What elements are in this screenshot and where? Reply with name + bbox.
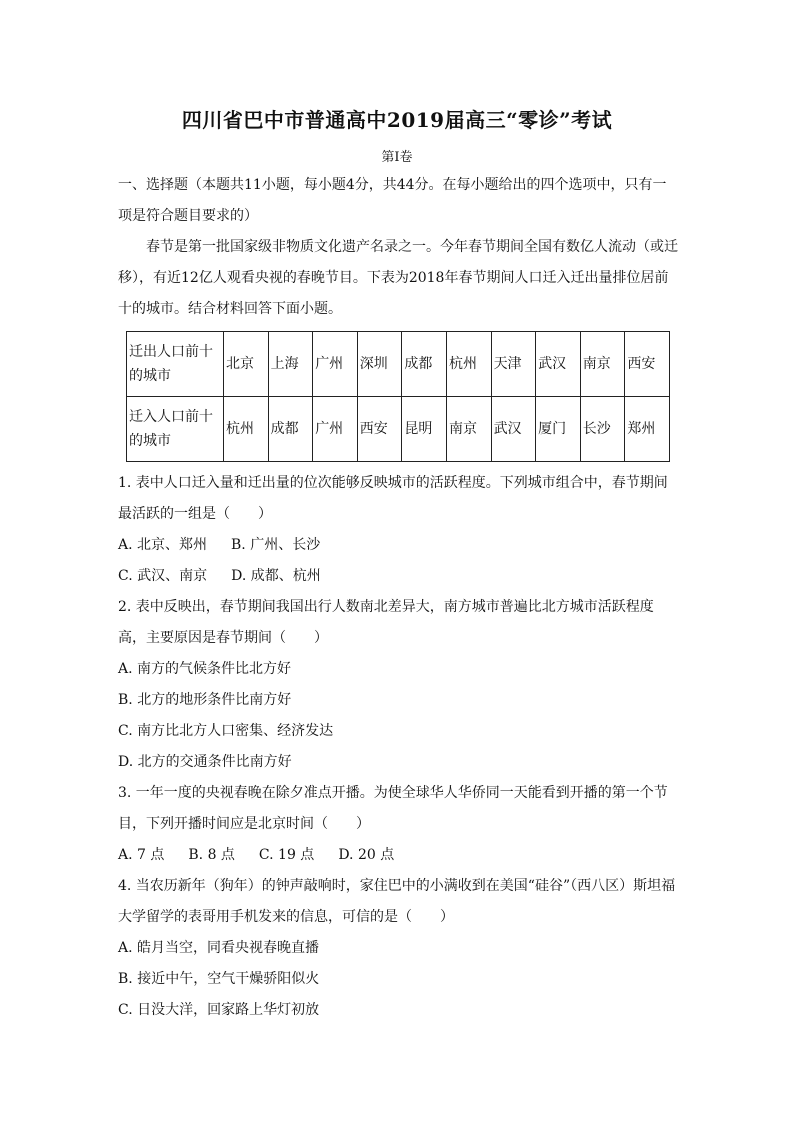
question-1-option-b[interactable]: B. 广州、长沙 bbox=[231, 537, 321, 553]
question-2-option-b[interactable]: B. 北方的地形条件比南方好 bbox=[118, 692, 292, 708]
table-cell: 南京 bbox=[446, 397, 491, 462]
question-1-option-d[interactable]: D. 成都、杭州 bbox=[231, 568, 321, 584]
question-1-option-c[interactable]: C. 武汉、南京 bbox=[118, 568, 208, 584]
row-label: 迁入人口前十的城市 bbox=[127, 397, 224, 462]
question-4-stem: 4. 当农历新年（狗年）的钟声敲响时，家住巴中的小满收到在美国“硅谷”（西八区）斯坦福大学留学的表哥用手机发来的信息，可信的是（ ） bbox=[118, 878, 676, 925]
question-3-option-b[interactable]: B. 8 点 bbox=[188, 847, 235, 863]
question-2-option-a[interactable]: A. 南方的气候条件比北方好 bbox=[118, 661, 292, 677]
section-subtitle: 第I卷 bbox=[381, 150, 413, 165]
table-cell: 厦门 bbox=[536, 397, 581, 462]
table-row bbox=[127, 397, 670, 462]
question-4-option-b[interactable]: B. 接近中午，空气干燥骄阳似火 bbox=[118, 971, 320, 987]
question-2-option-c[interactable]: C. 南方比北方人口密集、经济发达 bbox=[118, 723, 334, 739]
table-cell: 广州 bbox=[313, 397, 358, 462]
table-cell: 杭州 bbox=[224, 397, 269, 462]
exam-content bbox=[118, 170, 678, 1026]
table-cell: 郑州 bbox=[625, 397, 670, 462]
material-paragraph: 春节是第一批国家级非物质文化遗产名录之一。今年春节期间全国有数亿人流动（或迁移），有近12亿人观看央视的春晚节目。下表为2018年春节期间人口迁入迁出量排位居前十的城市。结合材料回答下面小题。 bbox=[118, 239, 678, 317]
question-1-options-row bbox=[118, 530, 678, 561]
question-3-stem: 3. 一年一度的央视春晚在除夕准点开播。为使全球华人华侨同一天能看到开播的第一个节目，下列开播时间应是北京时间（ ） bbox=[118, 785, 668, 832]
table-cell: 杭州 bbox=[446, 332, 491, 397]
question-3-option-d[interactable]: D. 20 点 bbox=[338, 847, 395, 863]
table-cell: 南京 bbox=[580, 332, 625, 397]
page-title: 四川省巴中市普通高中2019届高三“零诊”考试 bbox=[181, 108, 613, 132]
question-4-option-c[interactable]: C. 日没大洋，回家路上华灯初放 bbox=[118, 1002, 320, 1018]
table-cell: 北京 bbox=[224, 332, 269, 397]
table-cell: 西安 bbox=[625, 332, 670, 397]
table-cell: 西安 bbox=[357, 397, 402, 462]
section-intro: 一、选择题（本题共11小题，每小题4分，共44分。在每小题给出的四个选项中，只有一项是符合题目要求的） bbox=[118, 177, 667, 224]
table-cell: 长沙 bbox=[580, 397, 625, 462]
table-cell: 广州 bbox=[313, 332, 358, 397]
city-migration-table bbox=[126, 331, 670, 462]
question-2-option-d[interactable]: D. 北方的交通条件比南方好 bbox=[118, 754, 292, 770]
table-cell: 天津 bbox=[491, 332, 536, 397]
question-4-option-a[interactable]: A. 皓月当空，同看央视春晚直播 bbox=[118, 940, 320, 956]
table-cell: 上海 bbox=[268, 332, 313, 397]
table-cell: 武汉 bbox=[491, 397, 536, 462]
table-cell: 武汉 bbox=[536, 332, 581, 397]
question-2-stem: 2. 表中反映出，春节期间我国出行人数南北差异大，南方城市普遍比北方城市活跃程度高，主要原因是春节期间（ ） bbox=[118, 599, 654, 646]
row-label: 迁出人口前十的城市 bbox=[127, 332, 224, 397]
question-3-option-c[interactable]: C. 19 点 bbox=[258, 847, 315, 863]
table-cell: 昆明 bbox=[402, 397, 447, 462]
question-1-stem: 1. 表中人口迁入量和迁出量的位次能够反映城市的活跃程度。下列城市组合中，春节期间最活跃的一组是（ ） bbox=[118, 475, 668, 522]
table-row bbox=[127, 332, 670, 397]
question-1-option-a[interactable]: A. 北京、郑州 bbox=[118, 537, 208, 553]
table-cell: 成都 bbox=[402, 332, 447, 397]
question-3-options-row bbox=[118, 840, 678, 871]
question-1-options-row bbox=[118, 561, 678, 592]
table-cell: 成都 bbox=[268, 397, 313, 462]
question-3-option-a[interactable]: A. 7 点 bbox=[118, 847, 165, 863]
table-cell: 深圳 bbox=[357, 332, 402, 397]
